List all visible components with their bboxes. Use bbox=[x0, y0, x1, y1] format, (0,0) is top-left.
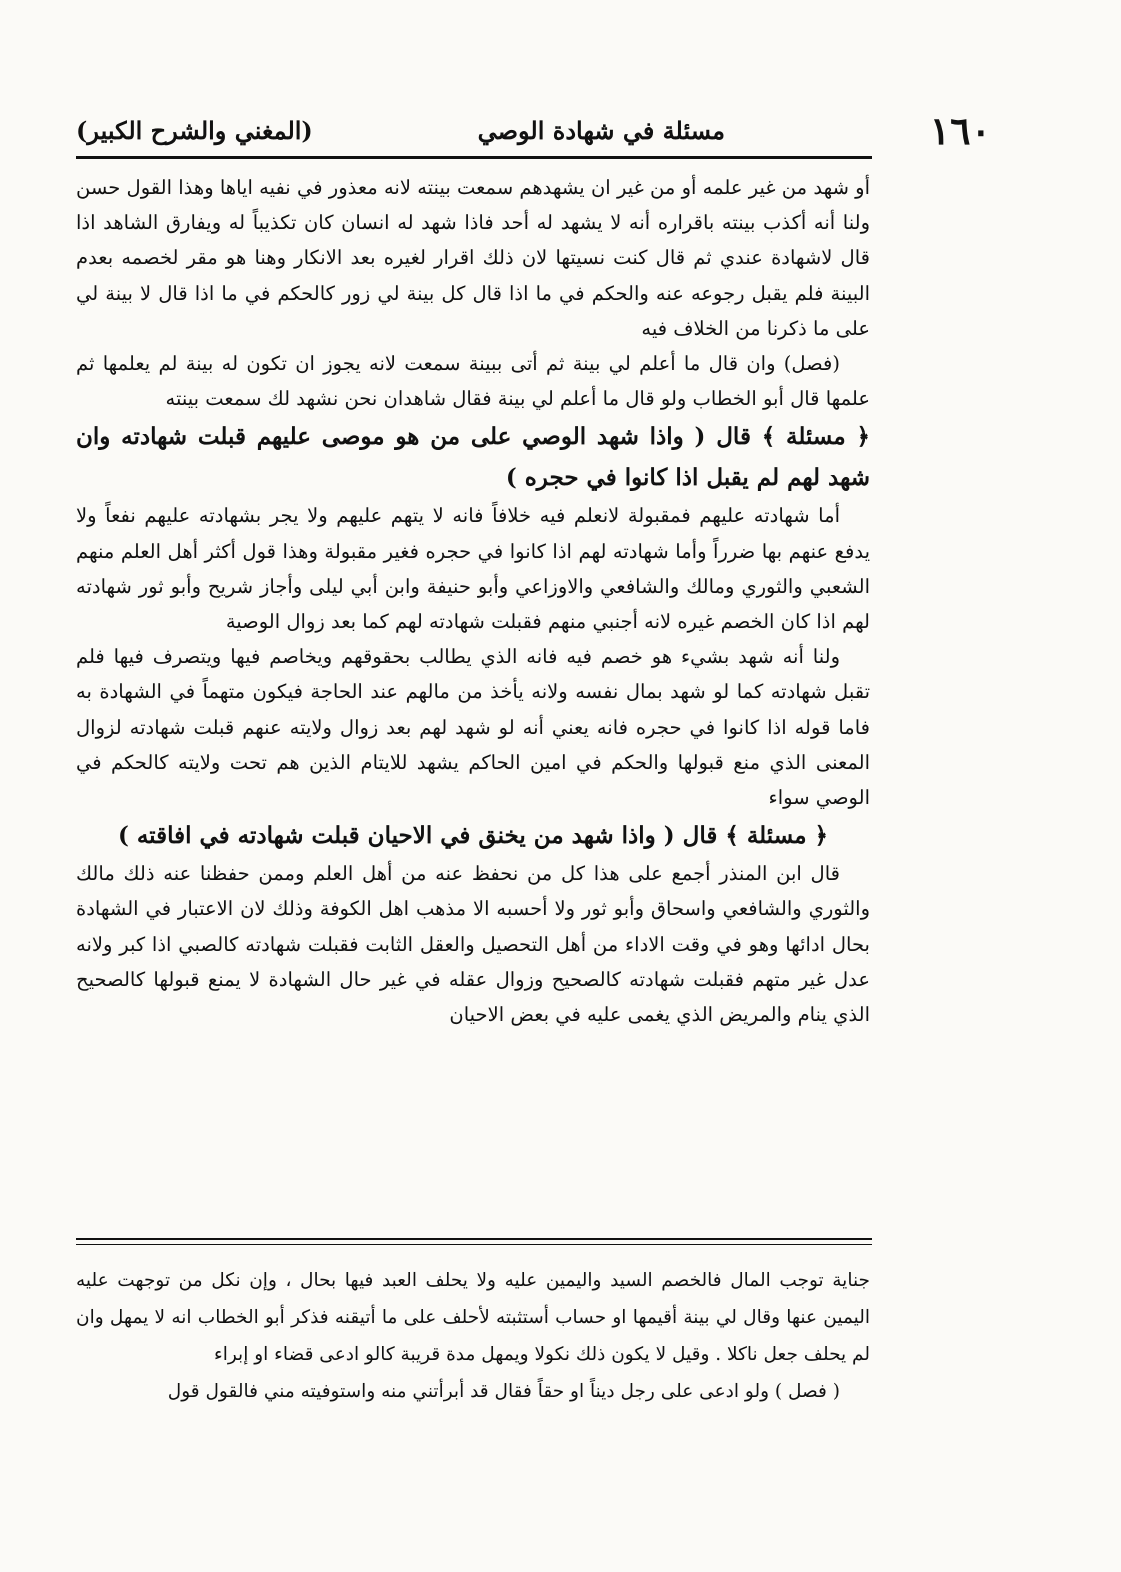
footnote-rule bbox=[76, 1244, 872, 1245]
paragraph: أما شهادته عليهم فمقبولة لانعلم فيه خلافاً فانه لا يتهم عليهم ولا يجر بشهادته عليهم نفعاً ولا يدفع عنهم بها ضرراً وأما شهادته لهم اذا كانوا في حجره فغير مقبولة وهذا قول أكثر أهل العلم منهم الشعبي والثوري ومالك والشافعي والاوزاعي وأبو حنيفة وابن أبي ليلى وأجاز شريح وأبو ثور شهادته لهم اذا كان الخصم غيره لانه أجنبي منهم فقبلت شهادته لهم كما بعد زوال الوصية bbox=[76, 504, 870, 634]
footnote-paragraph: ( فصل ) ولو ادعى على رجل ديناً او حقاً فقال قد أبرأتني منه واستوفيته مني فالقول قول bbox=[167, 1381, 840, 1402]
footnote-paragraph: جناية توجب المال فالخصم السيد واليمين عليه ولا يحلف العبد فيها بحال ، وإن نكل من توجهت عليه اليمين عنها وقال لي بينة أقيمها او حساب أستثبته لأحلف على ما أتيقنه فذكر أبو الخطاب انه لا يمهل وان لم يحلف جعل ناكلا . وقيل لا يكون ذلك نكولا ويمهل مدة قريبة كالو ادعى قضاء او إبراء bbox=[76, 1270, 870, 1365]
paragraph: ولنا أنه شهد بشيء هو خصم فيه فانه الذي يطالب بحقوقهم ويخاصم فيها ويتصرف فيها فلم تقبل شهادته كما لو شهد بمال نفسه ولانه يأخذ من مالهم عند الحاجة فيكون متهماً في الشهادة به فاما قوله اذا كانوا في حجره فانه يعني أنه لو شهد لهم بعد زوال ولايته عنهم قبلت شهادته لزوال المعنى الذي منع قبولها والحكم في امين الحاكم يشهد للايتام الذين هم تحت ولايته كالحكم في الوصي سواء bbox=[76, 645, 870, 810]
page-number: ١٦٠ bbox=[929, 108, 991, 153]
main-text bbox=[76, 170, 870, 1032]
section-title: مسئلة في شهادة الوصي bbox=[477, 116, 725, 145]
issue-heading: ﴿ مسئلة ﴾ قال ( واذا شهد الوصي على من هو موصى عليهم قبلت شهادته وان شهد لهم لم يقبل اذا كانوا في حجره ) bbox=[76, 423, 870, 492]
header-rule bbox=[76, 156, 872, 159]
footnote-rule bbox=[76, 1238, 872, 1240]
paragraph: قال ابن المنذر أجمع على هذا كل من نحفظ عنه من أهل العلم وممن حفظنا عنه ذلك مالك والثوري والشافعي واسحاق وأبو ثور ولا أحسبه الا مذهب اهل الكوفة وذلك لان الاعتبار في الشهادة بحال ادائها وهو في وقت الاداء من أهل التحصيل والعقل الثابت فقبلت شهادته كالصبي اذا كبر ولانه عدل غير متهم فقبلت شهادته كالصحيح وزوال عقله في غير حال الشهادة لا يمنع قبولها كالصحيح الذي ينام والمريض الذي يغمى عليه في بعض الاحيان bbox=[76, 862, 870, 1027]
book-title: (المغني والشرح الكبير) bbox=[76, 116, 313, 145]
paragraph: أو شهد من غير علمه أو من غير ان يشهدهم سمعت بينته لانه معذور في نفيه اياها وهذا القول حسن ولنا أنه أكذب بينته باقراره أنه لا يشهد له أحد فاذا شهد له انسان كان تكذيباً له ويفارق الشاهد اذا قال لاشهادة عندي ثم قال كنت نسيتها لان ذلك اقرار لغيره بعد الانكار وهنا هو مقر لخصمه بعدم البينة فلم يقبل رجوعه عنه والحكم في ما اذا قال كل بينة لي زور كالحكم في ما اذا قال لا بينة لي على ما ذكرنا من الخلاف فيه bbox=[76, 176, 870, 340]
paragraph: (فصل) وان قال ما أعلم لي بينة ثم أتى ببينة سمعت لانه يجوز ان تكون له بينة لم يعلمها ثم علمها قال أبو الخطاب ولو قال ما أعلم لي بينة فقال شاهدان نحن نشهد لك سمعت بينته bbox=[76, 352, 870, 411]
footnote-text bbox=[76, 1262, 870, 1410]
page-header bbox=[76, 108, 991, 158]
issue-heading: ﴿ مسئلة ﴾ قال ( واذا شهد من يخنق في الاحيان قبلت شهادته في افاقته ) bbox=[117, 822, 829, 850]
